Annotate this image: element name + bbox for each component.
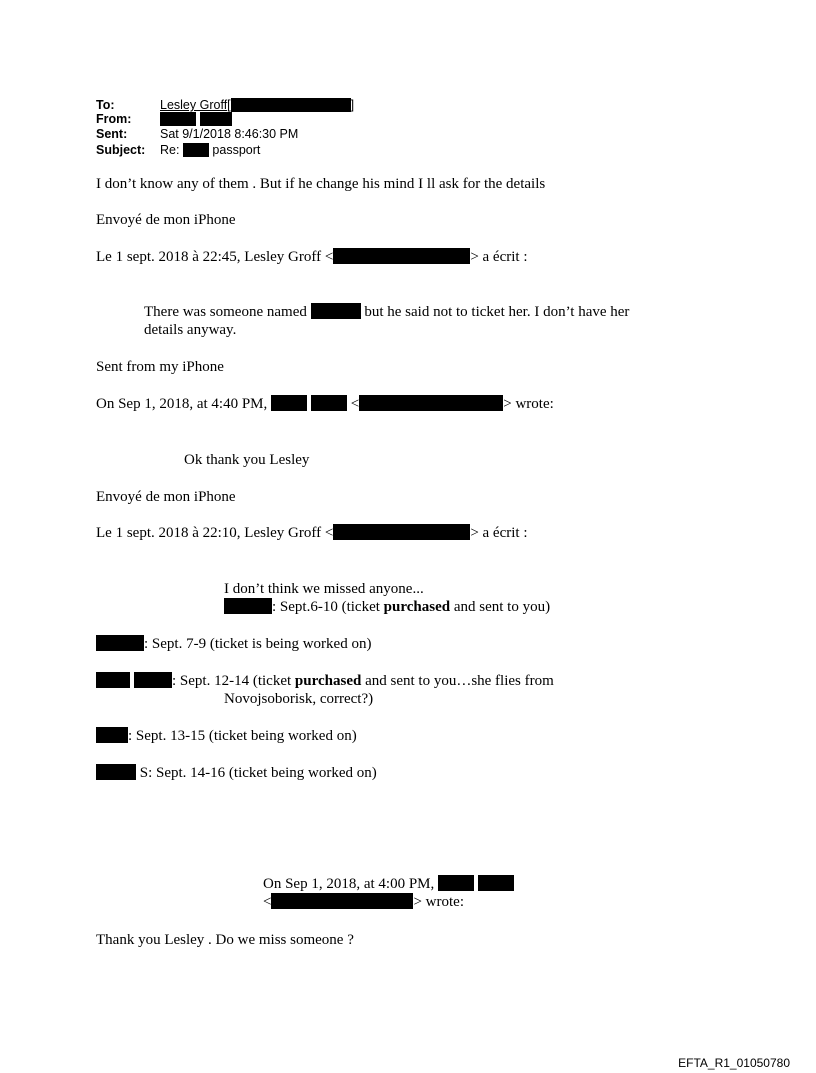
p4-text-post: and sent to you) [450,599,551,615]
header-from [96,112,232,127]
quote-header-4-line-1 [263,875,514,893]
quote-suffix: > wrote: [413,894,464,910]
redaction [96,635,144,651]
quote-prefix: On Sep 1, 2018, at 4:40 PM, [96,396,268,412]
document-id: EFTA_R1_01050780 [678,1056,790,1070]
quote-header-3 [96,524,528,542]
subject-label: Subject: [96,143,146,157]
quote-lt: < [350,396,360,412]
subject-prefix: Re: [160,143,180,157]
sent-label: Sent: [96,127,128,141]
to-bracket-close: ] [350,98,355,112]
redaction [200,112,232,126]
from-label: From: [96,112,132,126]
list-text: S: Sept. 14-16 (ticket being worked on) [139,765,377,781]
quote-prefix: Le 1 sept. 2018 à 22:45, Lesley Groff < [96,249,334,265]
quote-prefix: Le 1 sept. 2018 à 22:10, Lesley Groff < [96,525,334,541]
quote-suffix: > a écrit : [470,249,528,265]
list-text-bold: purchased [294,673,362,689]
to-name: Lesley Groff [160,98,228,112]
paragraph-4-line-1: I don’t think we missed anyone... [224,581,424,597]
body-line-1: I don’t know any of them . But if he change his mind I ll ask for the details [96,176,546,192]
signature-1: Envoyé de mon iPhone [96,212,236,228]
list-text-pre: : Sept. 12-14 (ticket [172,673,295,689]
header-sent [96,128,298,142]
list-text: : Sept. 13-15 (ticket being worked on) [128,728,357,744]
redaction [96,672,130,688]
sent-value: Sat 9/1/2018 8:46:30 PM [160,127,299,141]
redaction [333,248,470,264]
list-item-2-continuation: Novojsoborisk, correct?) [224,691,374,707]
p2-text-a: There was someone named [144,304,307,320]
redaction [224,598,272,614]
paragraph-2-line-1 [144,303,629,321]
redaction [134,672,172,688]
quote-lt: < [263,894,272,910]
list-item-2 [96,672,554,690]
quote-suffix: > a écrit : [470,525,528,541]
to-bracket-open: [ [227,98,231,112]
redaction [333,524,470,540]
redaction [271,395,307,411]
paragraph-5: Thank you Lesley . Do we miss someone ? [96,932,354,948]
quote-header-4-line-2 [263,893,464,911]
p2-text-b: but he said not to ticket her. I don’t have her [364,304,630,320]
quote-suffix: > wrote: [503,396,554,412]
paragraph-4-line-2 [224,598,550,616]
quote-header-2 [96,395,554,413]
list-text: : Sept. 7-9 (ticket is being worked on) [144,636,372,652]
p4-text-bold: purchased [383,599,451,615]
redaction [311,303,361,319]
to-label: To: [96,98,115,112]
paragraph-3: Ok thank you Lesley [184,452,310,468]
signature-3: Envoyé de mon iPhone [96,489,236,505]
subject-suffix: passport [212,143,261,157]
list-item-3 [96,727,357,745]
redaction [359,395,503,411]
list-text-post: and sent to you…she flies from [361,673,554,689]
redaction [96,764,136,780]
header-subject [96,143,260,158]
redaction [438,875,474,891]
list-item-4 [96,764,377,782]
redaction [183,143,209,157]
signature-2: Sent from my iPhone [96,359,224,375]
redaction [478,875,514,891]
p4-text-pre: : Sept.6-10 (ticket [272,599,384,615]
redaction [311,395,347,411]
redaction [96,727,128,743]
paragraph-2-line-2: details anyway. [144,322,237,338]
header-to [96,98,354,113]
list-item-1 [96,635,371,653]
redaction [271,893,413,909]
quote-prefix: On Sep 1, 2018, at 4:00 PM, [263,876,435,892]
redaction [231,98,351,112]
redaction [160,112,196,126]
quote-header-1 [96,248,528,266]
